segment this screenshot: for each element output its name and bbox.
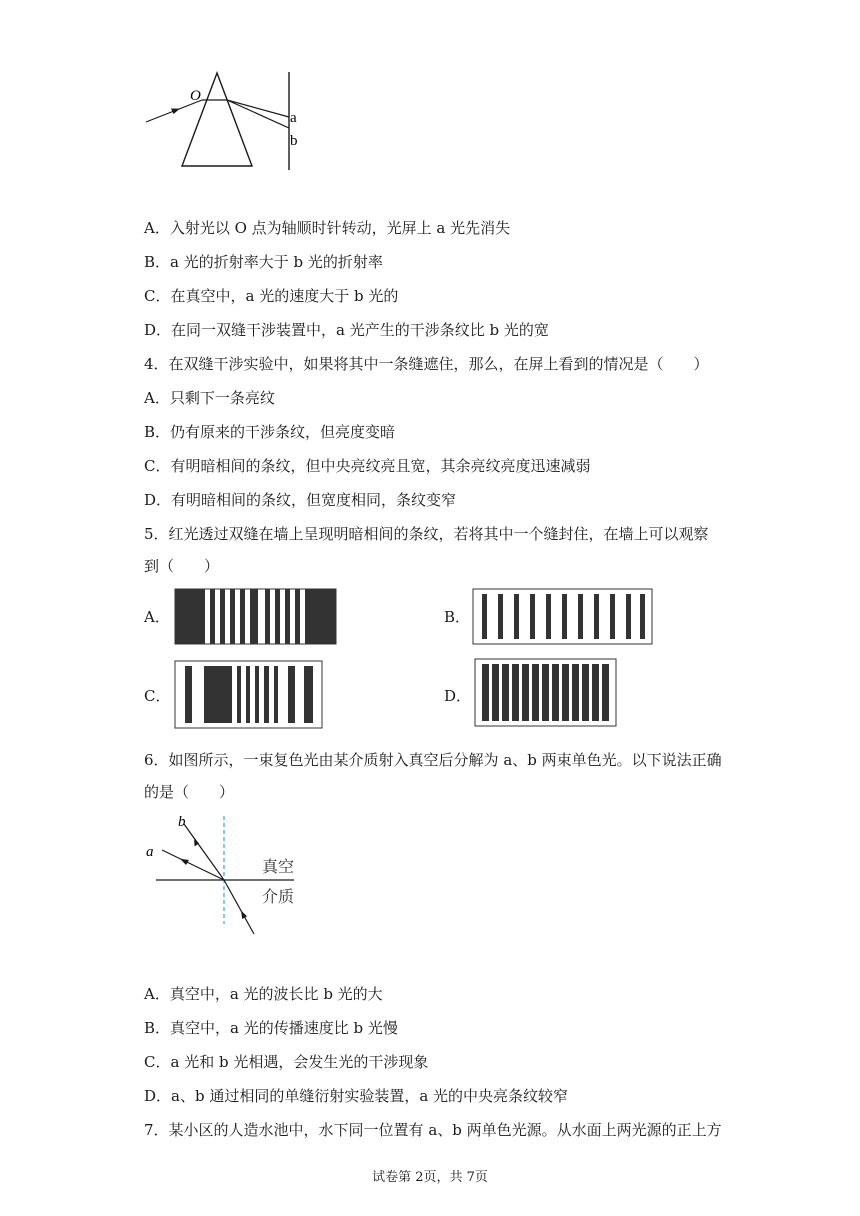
incident-arrow [241, 911, 247, 920]
q6-option-a: A．真空中，a 光的波长比 b 光的大 [144, 985, 383, 1003]
pattern-b [472, 588, 654, 646]
q5-label-b: B． [444, 608, 471, 626]
q6-option-c: C．a 光和 b 光相遇，会发生光的干涉现象 [144, 1053, 429, 1071]
q4-option-a: A．只剩下一条亮纹 [144, 389, 275, 407]
incident-arrow [171, 109, 180, 115]
q6-stem-line1: 6．如图所示，一束复色光由某介质射入真空后分解为 a、b 两束单色光。以下说法正确 [144, 751, 722, 769]
refraction-diagram [142, 812, 312, 940]
q4-option-c: C．有明暗相间的条纹，但中央亮纹亮且宽，其余亮纹亮度迅速减弱 [144, 457, 591, 475]
q5-stem-line1: 5．红光透过双缝在墙上呈现明暗相间的条纹，若将其中一个缝封住，在墙上可以观察 [144, 525, 709, 543]
ray-a [162, 850, 224, 880]
pattern-a [174, 588, 338, 646]
ray-b-arrow [194, 838, 199, 847]
q4-option-b: B．仍有原来的干涉条纹，但亮度变暗 [144, 423, 396, 441]
prism [182, 73, 252, 166]
incident-ray [224, 880, 254, 934]
label-vacuum: 真空 [262, 857, 295, 876]
q4-option-d: D．有明暗相间的条纹，但宽度相同，条纹变窄 [144, 491, 457, 509]
ray-a-arrow [180, 859, 189, 865]
pattern-d [474, 658, 618, 728]
q3-option-a: A．入射光以 O 点为轴顺时针转动，光屏上 a 光先消失 [144, 219, 511, 237]
label-b: b [290, 133, 298, 149]
prism-diagram [140, 70, 310, 175]
ray-b [184, 824, 224, 880]
q5-stem-line2: 到（ ） [144, 557, 220, 575]
q5-label-d: D． [444, 687, 472, 705]
q3-option-d: D．在同一双缝干涉装置中，a 光产生的干涉条纹比 b 光的宽 [144, 321, 549, 339]
q6-option-d: D．a、b 通过相同的单缝衍射实验装置，a 光的中央亮条纹较窄 [144, 1087, 569, 1105]
q3-option-c: C．在真空中，a 光的速度大于 b 光的 [144, 287, 399, 305]
q5-label-c: C． [144, 687, 171, 705]
q5-label-a: A． [144, 608, 170, 626]
q3-option-b: B．a 光的折射率大于 b 光的折射率 [144, 253, 383, 271]
q7-stem-line1: 7．某小区的人造水池中，水下同一位置有 a、b 两单色光源。从水面上两光源的正上方 [144, 1121, 722, 1139]
label-a: a [290, 110, 297, 126]
label-medium: 介质 [262, 887, 295, 906]
page-footer: 试卷第 2页，共 7页 [372, 1170, 488, 1185]
label-b: b [178, 814, 186, 830]
label-a: a [146, 844, 154, 860]
label-O: O [190, 88, 201, 104]
q4-stem: 4．在双缝干涉实验中，如果将其中一条缝遮住，那么，在屏上看到的情况是（ ） [144, 355, 709, 373]
pattern-c [174, 660, 324, 730]
q6-stem-line2: 的是（ ） [144, 783, 235, 801]
q6-option-b: B．真空中，a 光的传播速度比 b 光慢 [144, 1019, 398, 1037]
